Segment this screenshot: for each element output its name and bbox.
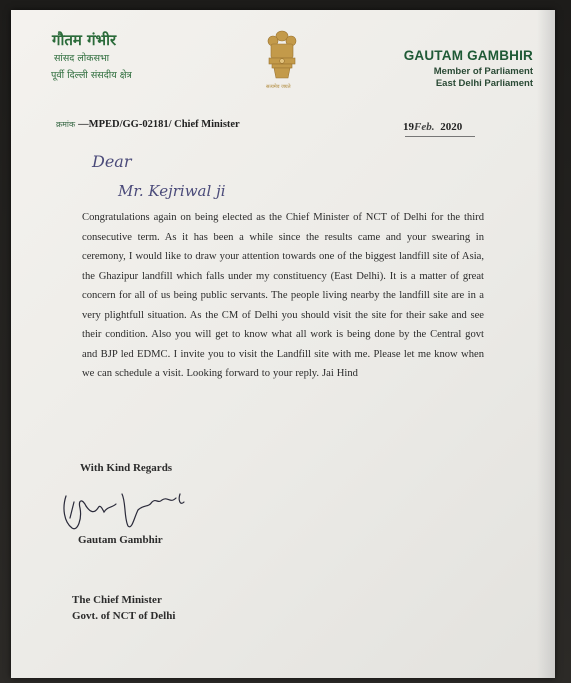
- letterhead-hindi-name: गौतम गंभीर: [52, 31, 117, 49]
- letterhead-english-constituency: East Delhi Parliament: [435, 78, 533, 89]
- emblem-motto: सत्यमेव जयते: [266, 84, 291, 90]
- closing-regards: With Kind Regards: [80, 462, 173, 474]
- recipient-line-1: The Chief Minister: [72, 594, 162, 606]
- date-year: 2020: [440, 121, 463, 133]
- reference-number: —MPED/GG-02181/ Chief Minister: [78, 119, 240, 130]
- signer-name: Gautam Gambhir: [78, 534, 163, 546]
- date-month: Feb.: [414, 121, 435, 133]
- letterhead-english-title: Member of Parliament: [433, 66, 533, 77]
- handwritten-signature: [52, 478, 232, 538]
- date-day: 19: [403, 121, 414, 133]
- salutation-dear: Dear: [92, 152, 132, 171]
- letter-date: [403, 121, 462, 133]
- letter-body: Congratulations again on being elected as the Chief Minister of NCT of Delhi for the third consecutive term. As it has been a while since the results came and your swearing in ceremony, I would like to draw your attention towards one of the biggest landfill site of Asia, the Ghazipur landfill which falls under my constituency (East Delhi). It is a matter of great concern for all of us being public servants. The people living nearby the landfill site are in a very plightfull situation. As the CM of Delhi you should visit the site for their sake and see their condition. Also you will get to know what all work is being done by the Central govt and BJP led EDMC. I invite you to visit the Landfill site with me. Please let me know when we can schedule a visit. Looking forward to your reply. Jai Hind: [82, 212, 484, 379]
- recipient-line-2: Govt. of NCT of Delhi: [72, 610, 176, 622]
- date-underline: [405, 136, 475, 137]
- reference-prefix: क्रमांक: [56, 120, 76, 129]
- letterhead-hindi-constituency: पूर्वी दिल्ली संसदीय क्षेत्र: [51, 70, 132, 81]
- national-emblem-icon: [260, 26, 304, 86]
- letterhead-english-name: GAUTAM GAMBHIR: [403, 48, 533, 63]
- letterhead-hindi-title: सांसद लोकसभा: [54, 53, 110, 64]
- reference-line: [56, 118, 240, 130]
- paper-shadow-edge: [537, 10, 555, 678]
- salutation-addressee: Mr. Kejriwal ji: [118, 182, 226, 200]
